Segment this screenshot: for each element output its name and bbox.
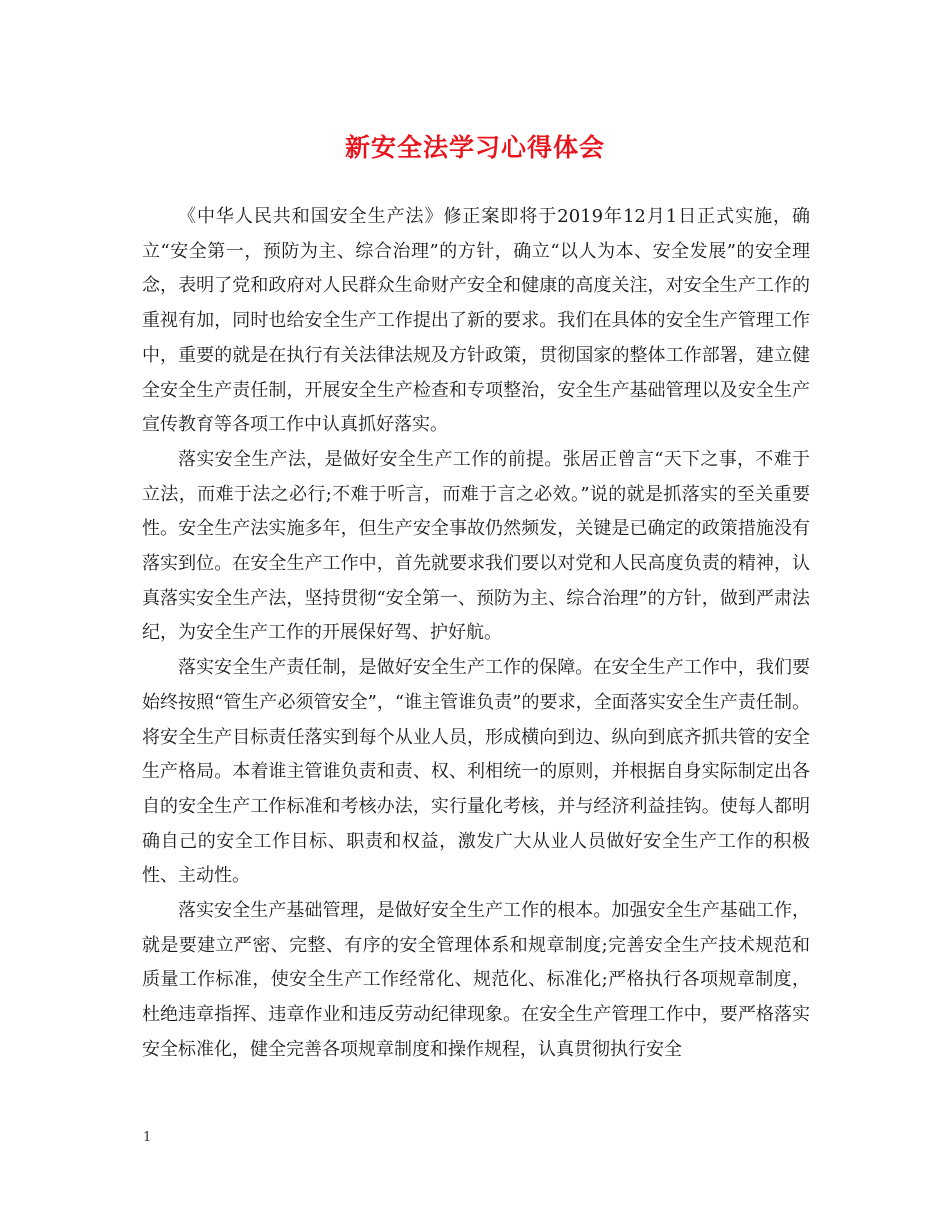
paragraph-3: 落实安全生产责任制，是做好安全生产工作的保障。在安全生产工作中，我们要始终按照“管生产必须管安全”，“谁主管谁负责”的要求，全面落实安全生产责任制。将安全生产目标责任落实到每个从业人员，形成横向到边、纵向到底齐抓共管的安全生产格局。本着谁主管谁负责和责、权、利相统一的原则，并根据自身实际制定出各自的安全生产工作标准和考核办法，实行量化考核，并与经济利益挂钩。使每人都明确自己的安全工作目标、职责和权益，激发广大从业人员做好安全生产工作的积极性、主动性。 [142, 657, 810, 887]
page-number: 1 [143, 1130, 152, 1145]
document-title: 新安全法学习心得体会 [344, 133, 605, 162]
paragraph-1: 《中华人民共和国安全生产法》修正案即将于2019年12月1日正式实施，确立“安全第一，预防为主、综合治理”的方针，确立“以人为本、安全发展”的安全理念，表明了党和政府对人民群众生命财产安全和健康的高度关注，对安全生产工作的重视有加，同时也给安全生产工作提出了新的要求。我们在具体的安全生产管理工作中，重要的就是在执行有关法律法规及方针政策，贯彻国家的整体工作部署，建立健全安全生产责任制，开展安全生产检查和专项整治，安全生产基础管理以及安全生产宣传教育等各项工作中认真抓好落实。 [142, 206, 810, 436]
document-body [142, 200, 810, 1068]
paragraph-2: 落实安全生产法，是做好安全生产工作的前提。张居正曾言“天下之事，不难于立法，而难于法之必行;不难于听言，而难于言之必效。”说的就是抓落实的至关重要性。安全生产法实施多年，但生产安全事故仍然频发，关键是已确定的政策措施没有落实到位。在安全生产工作中，首先就要求我们要以对党和人民高度负责的精神，认真落实安全生产法，坚持贯彻“安全第一、预防为主、综合治理”的方针，做到严肃法纪，为安全生产工作的开展保好驾、护好航。 [142, 448, 810, 644]
paragraph-4: 落实安全生产基础管理，是做好安全生产工作的根本。加强安全生产基础工作，就是要建立严密、完整、有序的安全管理体系和规章制度;完善安全生产技术规范和质量工作标准，使安全生产工作经常化、规范化、标准化;严格执行各项规章制度，杜绝违章指挥、违章作业和违反劳动纪律现象。在安全生产管理工作中，要严格落实安全标准化，健全完善各项规章制度和操作规程，认真贯彻执行安全 [142, 900, 810, 1060]
